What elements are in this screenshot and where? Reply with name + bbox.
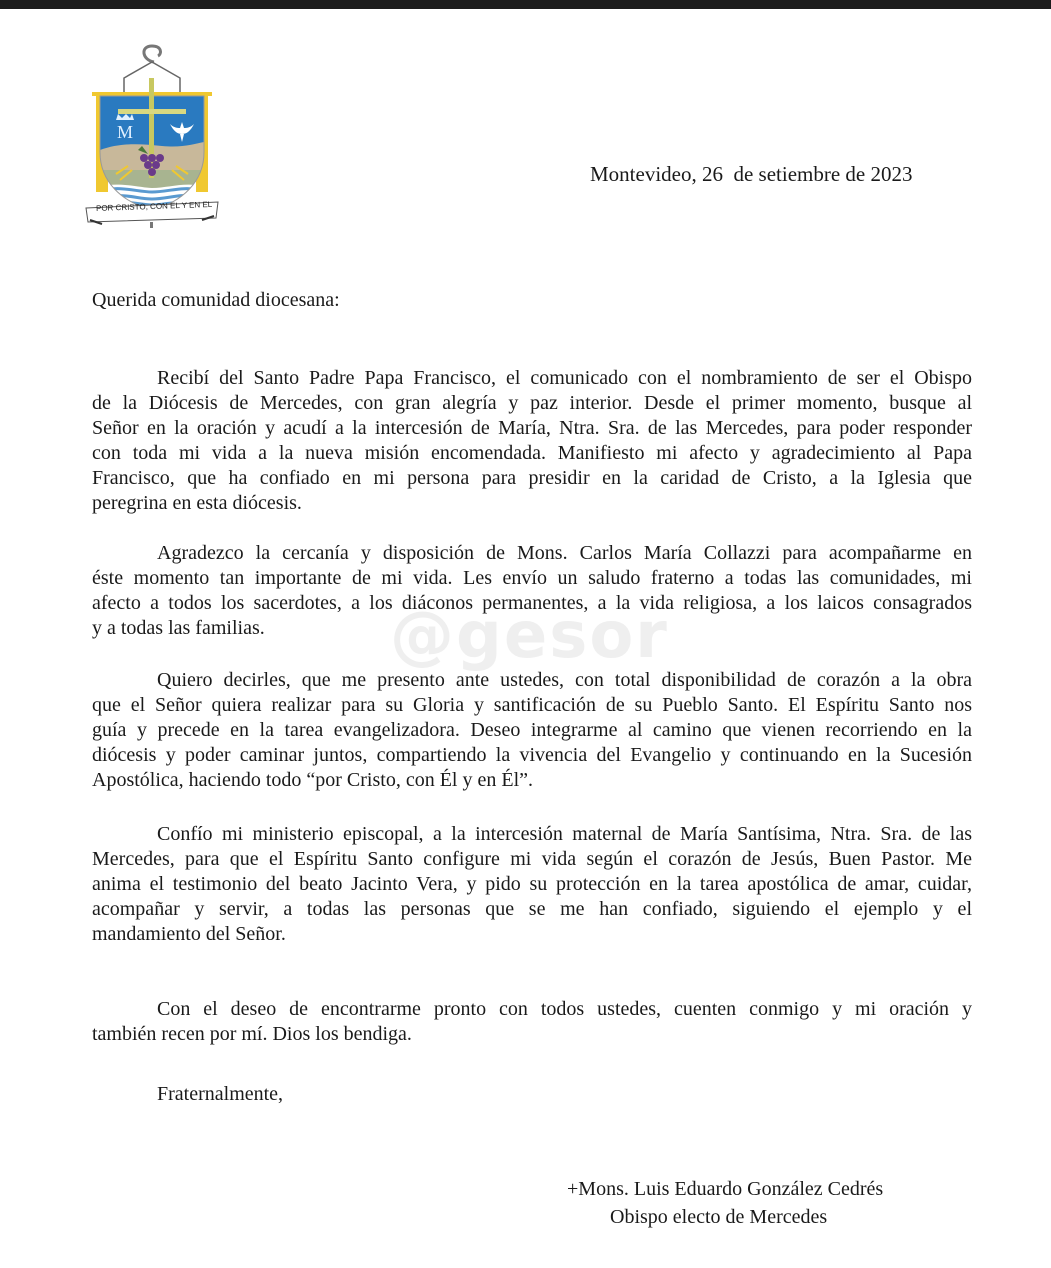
top-dark-bar	[0, 0, 1051, 9]
salutation: Querida comunidad diocesana:	[92, 289, 340, 311]
body-paragraph	[92, 366, 972, 516]
paragraph-line: diócesis y poder caminar juntos, compartiendo la vivencia del Evangelio y continuando en la Sucesión	[92, 744, 972, 766]
paragraph-line: Quiero decirles, que me presento ante ustedes, con total disponibilidad de corazón a la obra	[157, 669, 972, 691]
paragraph-line: y a todas las familias.	[92, 617, 265, 639]
paragraph-line: peregrina en esta diócesis.	[92, 492, 302, 514]
paragraph-line: con toda mi vida a la nueva misión encomendada. Manifiesto mi afecto y agradecimiento al Papa	[92, 442, 972, 464]
body-paragraph	[92, 541, 972, 641]
signature-name: +Mons. Luis Eduardo González Cedrés	[567, 1178, 884, 1200]
watermark: @gesor	[390, 599, 669, 673]
paragraph-line: acompañar y servir, a todas las personas que se me han confiado, siguiendo el ejemplo y el	[92, 898, 972, 920]
paragraph-line: Con el deseo de encontrarme pronto con todos ustedes, cuenten conmigo y mi oración y	[157, 998, 972, 1020]
body-paragraph	[92, 668, 972, 793]
body-paragraph	[92, 822, 972, 947]
letter-date: Montevideo, 26 de setiembre de 2023	[590, 162, 913, 186]
paragraph-line: Agradezco la cercanía y disposición de Mons. Carlos María Collazzi para acompañarme en	[157, 542, 972, 564]
paragraph-line: anima el testimonio del beato Jacinto Vera, y pido su protección en la tarea apostólica de amar, cuidar,	[92, 873, 972, 895]
paragraph-line: mandamiento del Señor.	[92, 923, 286, 945]
paragraph-line: de la Diócesis de Mercedes, con gran alegría y paz interior. Desde el primer momento, busque al	[92, 392, 972, 414]
paragraph-line: también recen por mí. Dios los bendiga.	[92, 1023, 412, 1045]
closing: Fraternalmente,	[157, 1083, 284, 1105]
paragraph-line: Señor en la oración y acudí a la intercesión de María, Ntra. Sra. de las Mercedes, para poder responder	[92, 417, 972, 439]
episcopal-coat-of-arms	[82, 42, 222, 228]
paragraph-line: Francisco, que ha confiado en mi persona para presidir en la caridad de Cristo, a la Iglesia que	[92, 467, 972, 489]
paragraph-line: Confío mi ministerio episcopal, a la intercesión maternal de María Santísima, Ntra. Sra. de las	[157, 823, 972, 845]
paragraph-line: Recibí del Santo Padre Papa Francisco, el comunicado con el nombramiento de ser el Obispo	[157, 367, 972, 389]
signature-title: Obispo electo de Mercedes	[610, 1206, 828, 1228]
crest-motto: POR CRISTO, CON EL Y EN EL	[95, 199, 213, 213]
paragraph-line: afecto a todos los sacerdotes, a los diáconos permanentes, a la vida religiosa, a los laicos consagrados	[92, 592, 972, 614]
paragraph-line: que el Señor quiera realizar para su Gloria y santificación de su Pueblo Santo. El Espíritu Santo nos	[92, 694, 972, 716]
paragraph-line: Mercedes, para que el Espíritu Santo configure mi vida según el corazón de Jesús, Buen Pastor. Me	[92, 848, 972, 870]
paragraph-line: Apostólica, haciendo todo “por Cristo, con Él y en Él”.	[92, 769, 534, 791]
body-paragraph	[92, 997, 972, 1047]
paragraph-line: éste momento tan importante de mi vida. Les envío un saludo fraterno a todas las comunidades, mi	[92, 567, 972, 589]
svg-text:M: M	[116, 122, 134, 142]
paragraph-line: guía y precede en la tarea evangelizadora. Deseo integrarme al camino que vienen recorriendo en la	[92, 719, 972, 741]
